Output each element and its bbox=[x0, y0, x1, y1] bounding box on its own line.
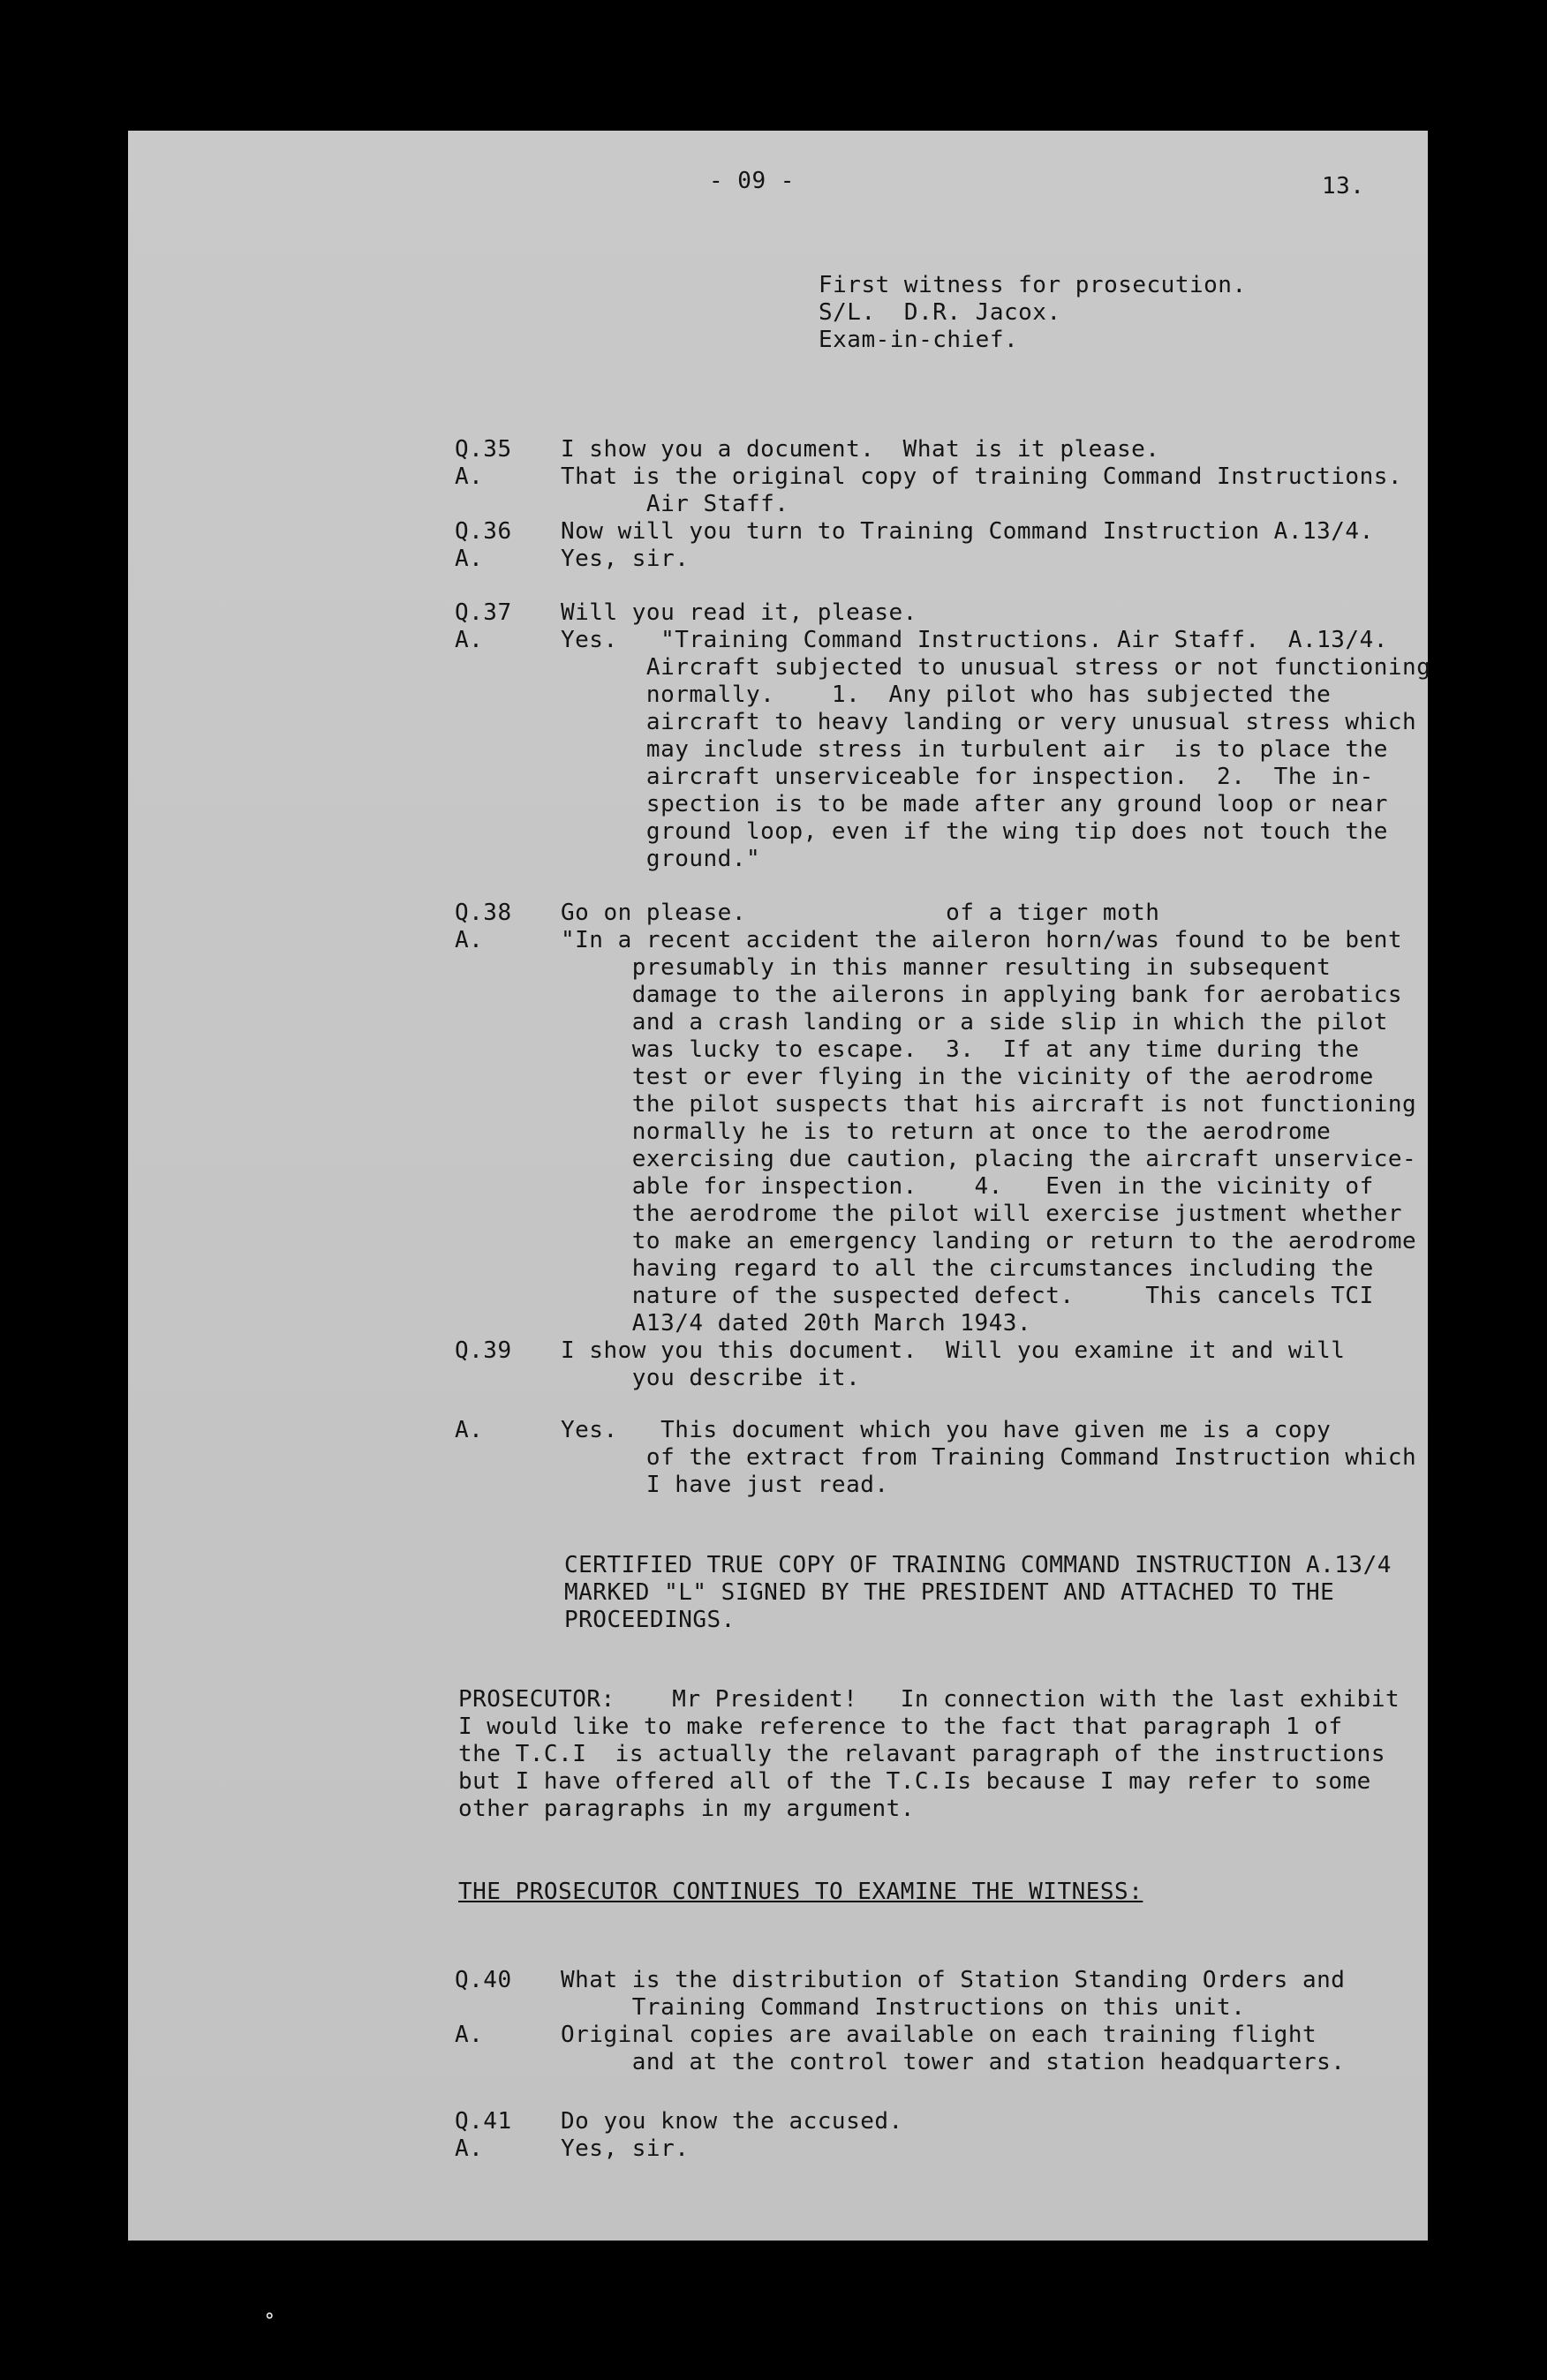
qa-text-line: may include stress in turbulent air is to place the bbox=[561, 736, 1388, 763]
qa-text-line: exercising due caution, placing the aircraft unservice- bbox=[561, 1146, 1417, 1172]
qa-text-line: Training Command Instructions on this unit. bbox=[561, 1994, 1246, 2021]
certified-line-3: PROCEEDINGS. bbox=[564, 1607, 736, 1633]
qa-text-line: to make an emergency landing or return to the aerodrome bbox=[561, 1228, 1417, 1254]
qa-text-line: I have just read. bbox=[561, 1472, 889, 1498]
qa-text-line: damage to the ailerons in applying bank for aerobatics bbox=[561, 982, 1403, 1008]
qa-text-line: aircraft unserviceable for inspection. 2. The in- bbox=[561, 764, 1374, 790]
qa-label: A. bbox=[455, 927, 484, 953]
qa-text-line: Yes, sir. bbox=[561, 2135, 690, 2162]
qa-text-line: ground loop, even if the wing tip does not touch the bbox=[561, 818, 1388, 845]
qa-label: Q.40 bbox=[455, 1967, 512, 1993]
continues-heading: THE PROSECUTOR CONTINUES TO EXAMINE THE WITNESS: bbox=[458, 1879, 1143, 1905]
qa-text-line: the pilot suspects that his aircraft is not functioning bbox=[561, 1091, 1417, 1118]
qa-label: Q.37 bbox=[455, 599, 512, 626]
qa-text-line: spection is to be made after any ground loop or near bbox=[561, 791, 1388, 817]
qa-text-line: Yes. "Training Command Instructions. Air Staff. A.13/4. bbox=[561, 627, 1388, 653]
qa-text-line: Yes, sir. bbox=[561, 546, 690, 572]
qa-label: A. bbox=[455, 627, 484, 653]
qa-label: A. bbox=[455, 463, 484, 490]
qa-text-line: Aircraft subjected to unusual stress or not functioning bbox=[561, 654, 1431, 681]
qa-text-line: of the extract from Training Command Instruction which bbox=[561, 1444, 1417, 1471]
prosecutor-line-5: other paragraphs in my argument. bbox=[458, 1796, 915, 1822]
witness-line-1: First witness for prosecution. bbox=[819, 272, 1247, 298]
qa-text-line: ground." bbox=[561, 846, 761, 872]
prosecutor-line-2: I would like to make reference to the fact that paragraph 1 of bbox=[458, 1713, 1343, 1740]
qa-text-line: That is the original copy of training Command Instructions. bbox=[561, 463, 1403, 490]
qa-label: A. bbox=[455, 2022, 484, 2048]
qa-text-line: Go on please. of a tiger moth bbox=[561, 900, 1160, 926]
qa-text-line: the aerodrome the pilot will exercise justment whether bbox=[561, 1201, 1403, 1227]
qa-label: Q.39 bbox=[455, 1337, 512, 1364]
qa-text-line: Yes. This document which you have given me is a copy bbox=[561, 1417, 1332, 1443]
qa-text-line: having regard to all the circumstances including the bbox=[561, 1255, 1374, 1282]
qa-text-line: was lucky to escape. 3. If at any time during the bbox=[561, 1036, 1360, 1063]
page-number: 13. bbox=[1322, 173, 1365, 200]
witness-line-3: Exam-in-chief. bbox=[819, 327, 1019, 353]
qa-label: Q.41 bbox=[455, 2108, 512, 2135]
qa-text-line: Air Staff. bbox=[561, 491, 789, 517]
qa-text-line: you describe it. bbox=[561, 1365, 861, 1391]
qa-label: A. bbox=[455, 1417, 484, 1443]
qa-text-line: and a crash landing or a side slip in which the pilot bbox=[561, 1009, 1388, 1036]
prosecutor-line-4: but I have offered all of the T.C.Is because I may refer to some bbox=[458, 1768, 1371, 1795]
certified-line-2: MARKED "L" SIGNED BY THE PRESIDENT AND ATTACHED TO THE bbox=[564, 1579, 1335, 1606]
qa-text-line: Original copies are available on each training flight bbox=[561, 2022, 1317, 2048]
qa-text-line: I show you a document. What is it please. bbox=[561, 436, 1160, 463]
qa-text-line: presumably in this manner resulting in subsequent bbox=[561, 954, 1332, 981]
certified-line-1: CERTIFIED TRUE COPY OF TRAINING COMMAND INSTRUCTION A.13/4 bbox=[564, 1552, 1392, 1578]
qa-text-line: Will you read it, please. bbox=[561, 599, 917, 626]
qa-label: Q.38 bbox=[455, 900, 512, 926]
qa-label: Q.35 bbox=[455, 436, 512, 463]
qa-text-line: aircraft to heavy landing or very unusual stress which bbox=[561, 709, 1417, 735]
qa-text-line: able for inspection. 4. Even in the vicinity of bbox=[561, 1173, 1374, 1200]
qa-label: Q.36 bbox=[455, 518, 512, 545]
qa-text-line: nature of the suspected defect. This cancels TCI bbox=[561, 1283, 1374, 1309]
qa-label: A. bbox=[455, 2135, 484, 2162]
witness-line-2: S/L. D.R. Jacox. bbox=[819, 299, 1061, 326]
qa-text-line: normally. 1. Any pilot who has subjected the bbox=[561, 682, 1332, 708]
scan-mark: ᐤ bbox=[265, 2308, 275, 2334]
page-code: - 09 - bbox=[709, 168, 795, 194]
qa-text-line: I show you this document. Will you examine it and will bbox=[561, 1337, 1346, 1364]
qa-text-line: Do you know the accused. bbox=[561, 2108, 903, 2135]
document-page bbox=[128, 131, 1431, 2241]
qa-text-line: and at the control tower and station headquarters. bbox=[561, 2049, 1346, 2075]
prosecutor-line-1: PROSECUTOR: Mr President! In connection with the last exhibit bbox=[458, 1686, 1400, 1713]
qa-text-line: test or ever flying in the vicinity of the aerodrome bbox=[561, 1064, 1374, 1090]
qa-text-line: What is the distribution of Station Standing Orders and bbox=[561, 1967, 1346, 1993]
qa-text-line: normally he is to return at once to the aerodrome bbox=[561, 1118, 1332, 1145]
prosecutor-line-3: the T.C.I is actually the relavant paragraph of the instructions bbox=[458, 1741, 1385, 1767]
qa-text-line: A13/4 dated 20th March 1943. bbox=[561, 1310, 1032, 1337]
qa-text-line: "In a recent accident the aileron horn/was found to be bent bbox=[561, 927, 1403, 953]
qa-label: A. bbox=[455, 546, 484, 572]
qa-text-line: Now will you turn to Training Command Instruction A.13/4. bbox=[561, 518, 1374, 545]
